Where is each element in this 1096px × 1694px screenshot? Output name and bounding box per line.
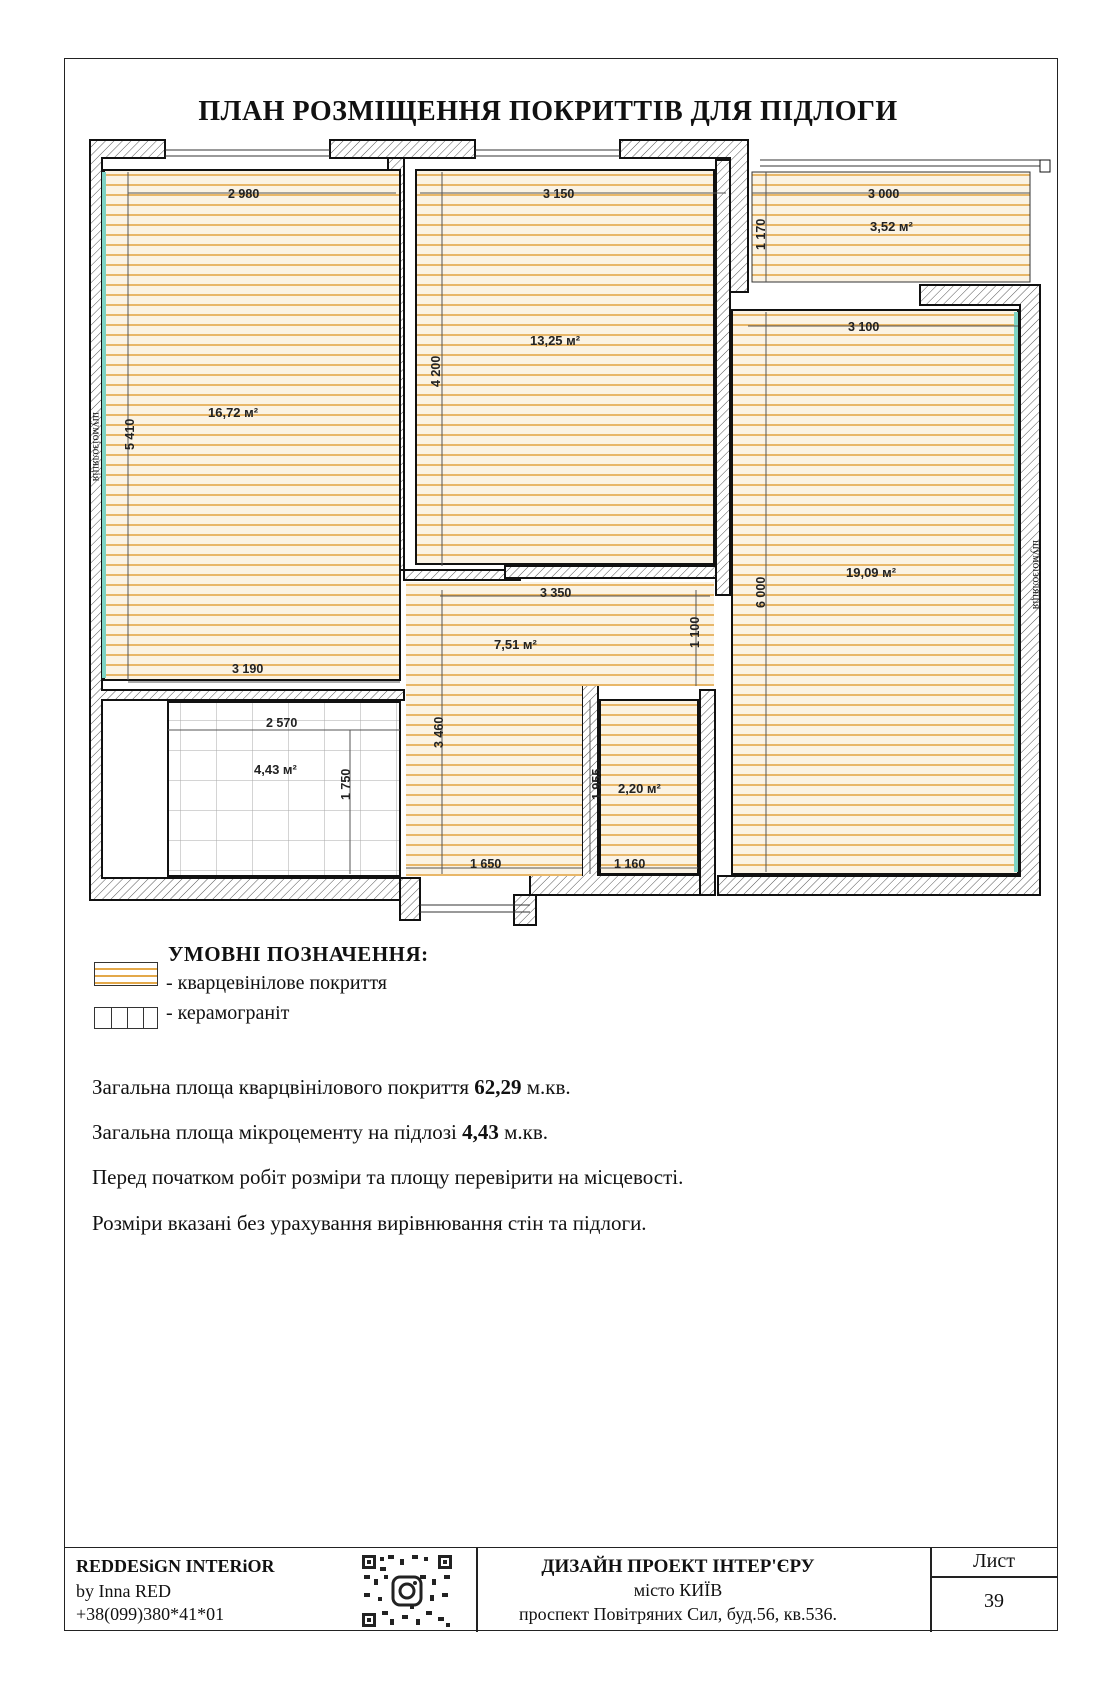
company-name: REDDESiGN INTERiOR	[76, 1556, 275, 1576]
dim-room1-bottom: 3 190	[232, 662, 264, 676]
room2-area: 13,25 м²	[530, 333, 581, 348]
legend-swatch-ceramic	[94, 1007, 158, 1029]
dim-hall-height: 1 100	[688, 616, 702, 648]
room1-floor	[104, 170, 400, 680]
dim-bath-width: 2 570	[266, 716, 298, 730]
page-title: ПЛАН РОЗМІЩЕННЯ ПОКРИТТІВ ДЛЯ ПІДЛОГИ	[198, 96, 898, 127]
bath-area: 4,43 м²	[254, 762, 297, 777]
room1-area: 16,72 м²	[208, 405, 259, 420]
corridor-floor	[406, 686, 582, 876]
dim-balcony-height: 1 170	[754, 218, 768, 250]
qr-code[interactable]	[360, 1553, 454, 1629]
wc-area: 2,20 м²	[618, 781, 661, 796]
project-title: ДИЗАЙН ПРОЕКТ ІНТЕР'ЄРУ	[541, 1556, 815, 1577]
sheet-number: 39	[984, 1590, 1004, 1612]
note-dimensions-disclaimer: Розміри вказані без урахування вирівнювання стін та підлоги.	[92, 1211, 647, 1235]
dim-room2-width: 3 150	[543, 187, 575, 201]
legend-swatch-quartz	[94, 962, 158, 986]
legend-title: УМОВНІ ПОЗНАЧЕННЯ:	[168, 942, 429, 966]
acoustic-label-right: шумоізоляція	[1030, 540, 1044, 610]
dim-room1-width: 2 980	[228, 187, 260, 201]
dim-room1-height: 5 410	[123, 418, 137, 450]
dim-hall-bottom: 1 650	[470, 857, 502, 871]
dim-corridor-height: 3 460	[432, 716, 446, 748]
sheet-label: Лист	[973, 1550, 1015, 1572]
author-name: by Inna RED	[76, 1581, 171, 1601]
dim-room2-height: 4 200	[429, 355, 443, 387]
dim-room3-height: 6 000	[754, 576, 768, 608]
balcony-area: 3,52 м²	[870, 219, 913, 234]
acoustic-label-left: шумоізоляція	[90, 412, 104, 482]
dim-wc-height: 1 955	[590, 768, 604, 800]
note-quartz-area: Загальна площа кварцвінілового покриття 62,29 м.кв.	[92, 1075, 571, 1099]
room3-floor	[732, 310, 1018, 874]
room2-floor	[416, 170, 714, 564]
dim-bath-height: 1 750	[339, 768, 353, 800]
project-city: місто КИЇВ	[633, 1580, 723, 1600]
dim-room3-width: 3 100	[848, 320, 880, 334]
acoustic-strip-right	[1014, 312, 1018, 872]
phone-number: +38(099)380*41*01	[76, 1604, 225, 1624]
dim-hall-width: 3 350	[540, 586, 572, 600]
hall-area: 7,51 м²	[494, 637, 537, 652]
dim-wc-width: 1 160	[614, 857, 646, 871]
dim-balcony-width: 3 000	[868, 187, 900, 201]
legend-item-ceramic: - керамограніт	[166, 1002, 290, 1024]
note-microcement-area: Загальна площа мікроцементу на підлозі 4,43 м.кв.	[92, 1120, 549, 1144]
project-address: проспект Повітряних Сил, буд.56, кв.536.	[518, 1604, 838, 1624]
legend-item-quartz: - кварцевінілове покриття	[166, 972, 387, 994]
instagram-icon	[393, 1577, 421, 1605]
room3-area: 19,09 м²	[846, 565, 897, 580]
note-check-on-site: Перед початком робіт розміри та площу перевірити на місцевості.	[92, 1165, 684, 1189]
